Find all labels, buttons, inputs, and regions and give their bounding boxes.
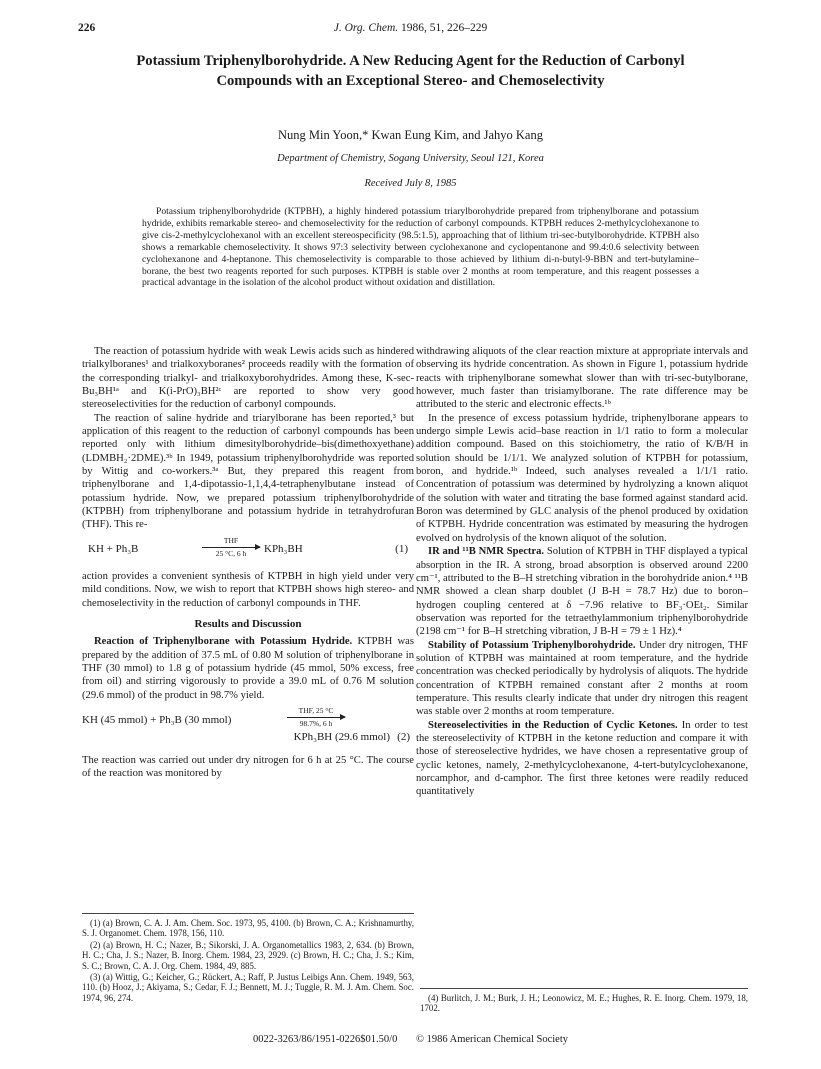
paragraph: The reaction of saline hydride and triarylborane has been reported,³ but application of this reagent to the reduction of carbonyl compounds has been reported only with lithium dimesitylborohydride–bis(dimethoxyethane) (LDMBH₂·2DME).³ᵇ In 1949, potassium triphenylborohydride was reported by Wittig and co-workers.³ᵃ But, they prepared this reagent from triphenylborane and 1,4-dipotassio-1,1,4,4-tetraphenylbutane instead of potassium hydride. Now, we prepared potassium triphenylborohydride (KTPBH) from triphenylborane and potassium hydride in tetrahydrofuran (THF). This re- [82, 412, 414, 531]
paragraph: withdrawing aliquots of the clear reaction mixture at appropriate intervals and observing its hydride concentration. As shown in Figure 1, potassium hydride reacts with triphenylborane somewhat slower than with tri-sec-butylborane, however, much faster than trisiamylborane. The rate difference may be attributed to the steric and electronic effects.¹ᵇ [416, 346, 748, 411]
arrow-condition-top: THF, 25 °C [298, 705, 334, 715]
footnotes-left [82, 913, 414, 1004]
equation-1 [82, 534, 414, 566]
journal-volume: 1986, 51, 226–229 [398, 22, 488, 34]
authors: Nung Min Yoon,* Kwan Eung Kim, and Jahyo Kang [278, 128, 543, 142]
running-header [78, 22, 743, 38]
article-title: Potassium Triphenylborohydride. A New Reducing Agent for the Reduction of Carbonyl Compounds with an Exceptional Stereo- and Chemoselectivity [136, 53, 685, 89]
abstract: Potassium triphenylborohydride (KTPBH), a highly hindered potassium triarylborohydride prepared from triphenylborane and potassium hydride, exhibits remarkable stereo- and chemoselectivity for the reduction of carbonyl compounds. KTPBH reduces 2-methylcyclohexanone to give cis-2-methylcyclohexanol with an excellent stereospecificity (98.5:1.5), approaching that of lithium tri-sec-butylborohydride. KTPBH also shows a remarkable chemoselectivity. It shows 97:3 selectivity between cyclohexanone and cyclopentanone and 99.4:0.6 selectivity between cyclohexanone and 4-heptanone. This chemoselectivity is comparable to those achieved by lithium di-n-butyl-9-BBN and tert-butylamine–borane, the best two reagents reported for such purposes. KTPBH is stable over 2 months at room temperature, and this reagent possesses a practical advantage in the isolation of the alcohol product without oxidation and distillation. [142, 206, 699, 289]
article-code: 0022-3263/86/1951-0226$01.50/0 [252, 1034, 398, 1045]
paragraph: The reaction of potassium hydride with weak Lewis acids such as hindered trialkylboranes¹ and trialkoxyboranes² proceeds readily with the formation of the corresponding trialkyl- and trialkoxyborohydrides. Among these, K-sec-Bu₃BH¹ᵃ and K(i-PrO)₃BH²ᶜ are reported to show very good stereoselectivities for the reduction of carbonyl compounds. [82, 346, 414, 411]
section-heading: Results and Discussion [194, 617, 302, 630]
equation-number: (2) [397, 730, 410, 743]
right-column [416, 345, 748, 799]
equation-number: (1) [395, 542, 408, 555]
reaction-arrow [202, 536, 260, 559]
arrow-condition-bottom: 98.7%, 6 h [299, 718, 333, 728]
paragraph-heading: IR and ¹¹B NMR Spectra. [428, 546, 545, 558]
paragraph-heading: Stereoselectivities in the Reduction of Cyclic Ketones. [428, 719, 678, 731]
footnote: (1) (a) Brown, C. A. J. Am. Chem. Soc. 1973, 95, 4100. (b) Brown, C. A.; Krishnamurthy, S. J. Organomet. Chem. 1978, 156, 110. [82, 918, 414, 939]
footnote: (4) Burlitch, J. M.; Burk, J. H.; Leonowicz, M. E.; Hughes, R. E. Inorg. Chem. 1979, 18, 1702. [420, 993, 748, 1014]
copyright: © 1986 American Chemical Society [415, 1034, 569, 1045]
paragraph: Reaction of Triphenylborane with Potassium Hydride. KTPBH was prepared by the addition of 37.5 mL of 0.80 M solution of triphenylborane in THF (30 mmol) to 1.8 g of potassium hydride (45 mmol, 50% excess, free from oil) and stirring vigorously to provide a 39.0 mL of 0.76 M solution (29.6 mmol) of the product in 98.7% yield. [82, 636, 414, 701]
equation-rhs: KPh₃BH [264, 542, 303, 555]
paragraph: action provides a convenient synthesis of KTPBH in high yield under very mild conditions. Now, we wish to report that KTPBH shows high stereo- and chemoselectivity in the reduction of carbonyl compounds in THF. [82, 570, 414, 609]
left-column [82, 345, 414, 781]
arrow-condition-bottom: 25 °C, 6 h [215, 548, 247, 558]
footnotes-right [420, 988, 748, 1015]
paragraph: In the presence of excess potassium hydride, triphenylborane appears to undergo simple Lewis acid–base reaction in 1/1 ratio to form a molecular addition compound. Based on this stoichiometry, the ratio of K/B/H in solution should be 1/1/1. We analyzed solution of KTPBH for potassium, boron, and hydride.¹ᵇ Indeed, such analyses revealed a 1/1/1 ratio. Concentration of potassium was determined by hydrolyzing a known aliquot of the solution with water and titrating the base formed against standard acid. Boron was determined by GLC analysis of the phenol produced by oxidation of KTPBH. Hydride concentration was estimated by measuring the hydrogen evolved on hydrolysis of the known aliquot of the solution. [416, 412, 748, 544]
page-footer [0, 1034, 821, 1045]
affiliation: Department of Chemistry, Sogang University, Seoul 121, Korea [277, 153, 544, 164]
paragraph-heading: Reaction of Triphenylborane with Potassium Hydride. [94, 636, 353, 648]
footnote: (3) (a) Wittig, G.; Keicher, G.; Rückert, A.; Raff, P. Justus Leibigs Ann. Chem. 1949, 563, 110. (b) Hooz, J.; Akiyama, S.; Cedar, F. J.; Bennett, M. J.; Tuggle, R. M. J. Am. Chem. Soc. 1974, 96, 274. [82, 972, 414, 1003]
paragraph: The reaction was carried out under dry nitrogen for 6 h at 25 °C. The course of the reaction was monitored by [82, 754, 414, 780]
received-date: Received July 8, 1985 [364, 178, 457, 189]
equation-2 [82, 706, 414, 746]
arrow-condition-top: THF [223, 535, 239, 545]
journal-name: J. Org. Chem. [333, 22, 399, 34]
equation-lhs: KH (45 mmol) + Ph₃B (30 mmol) [82, 713, 232, 726]
footnote: (2) (a) Brown, H. C.; Nazer, B.; Sikorski, J. A. Organometallics 1983, 2, 634. (b) Brown, H. C.; Cha, J. S.; Nazer, B. Inorg. Chem. 1984, 23, 2929. (c) Brown, H. C.; Cha, J. S.; Kim, S. C.; Brown, C. A. J. Org. Chem. 1984, 49, 885. [82, 939, 414, 971]
paragraph: Stereoselectivities in the Reduction of Cyclic Ketones. In order to test the stereoselectivity of KTPBH in the ketone reduction and compare it with those of stereoselective hydrides, we have chosen a representative group of cyclic ketones, namely, 2-methylcyclohexanone, 4-tert-butylcyclohexanone, norcamphor, and d-camphor. The first three ketones were readily reduced quantitatively [416, 719, 748, 798]
paragraph: IR and ¹¹B NMR Spectra. Solution of KTPBH in THF displayed a typical absorption in the IR. A strong, broad absorption is observed around 2200 cm⁻¹, attributed to the B–H stretching vibration in the borohydride anion.⁴ ¹¹B NMR showed a clean sharp doublet (J B-H = 78.7 Hz) due to boron–hydrogen coupling centered at δ −7.96 relative to BF₃·OEt₂. Similar observation was reported for the tetraethylammonium triphenylborohydride (2198 cm⁻¹ for B–H stretching vibration, J B-H = 79 ± 1 Hz).⁴ [416, 546, 749, 638]
paragraph: Stability of Potassium Triphenylborohydride. Under dry nitrogen, THF solution of KTPBH was maintained at room temperature, and the hydride concentration was checked periodically by hydrolysis of aliquots. The hydride concentration of KTPBH remained constant after 2 months at room temperature. This results clearly indicate that under dry nitrogen this reagent was stable over 2 months at room temperature. [416, 639, 748, 718]
reaction-arrow [287, 706, 345, 729]
equation-lhs: KH + Ph₃B [88, 542, 139, 555]
paragraph-heading: Stability of Potassium Triphenylborohydride. [428, 639, 636, 651]
journal-citation [78, 22, 743, 34]
equation-rhs: KPh₃BH (29.6 mmol) [293, 730, 390, 743]
page-number: 226 [78, 22, 96, 34]
